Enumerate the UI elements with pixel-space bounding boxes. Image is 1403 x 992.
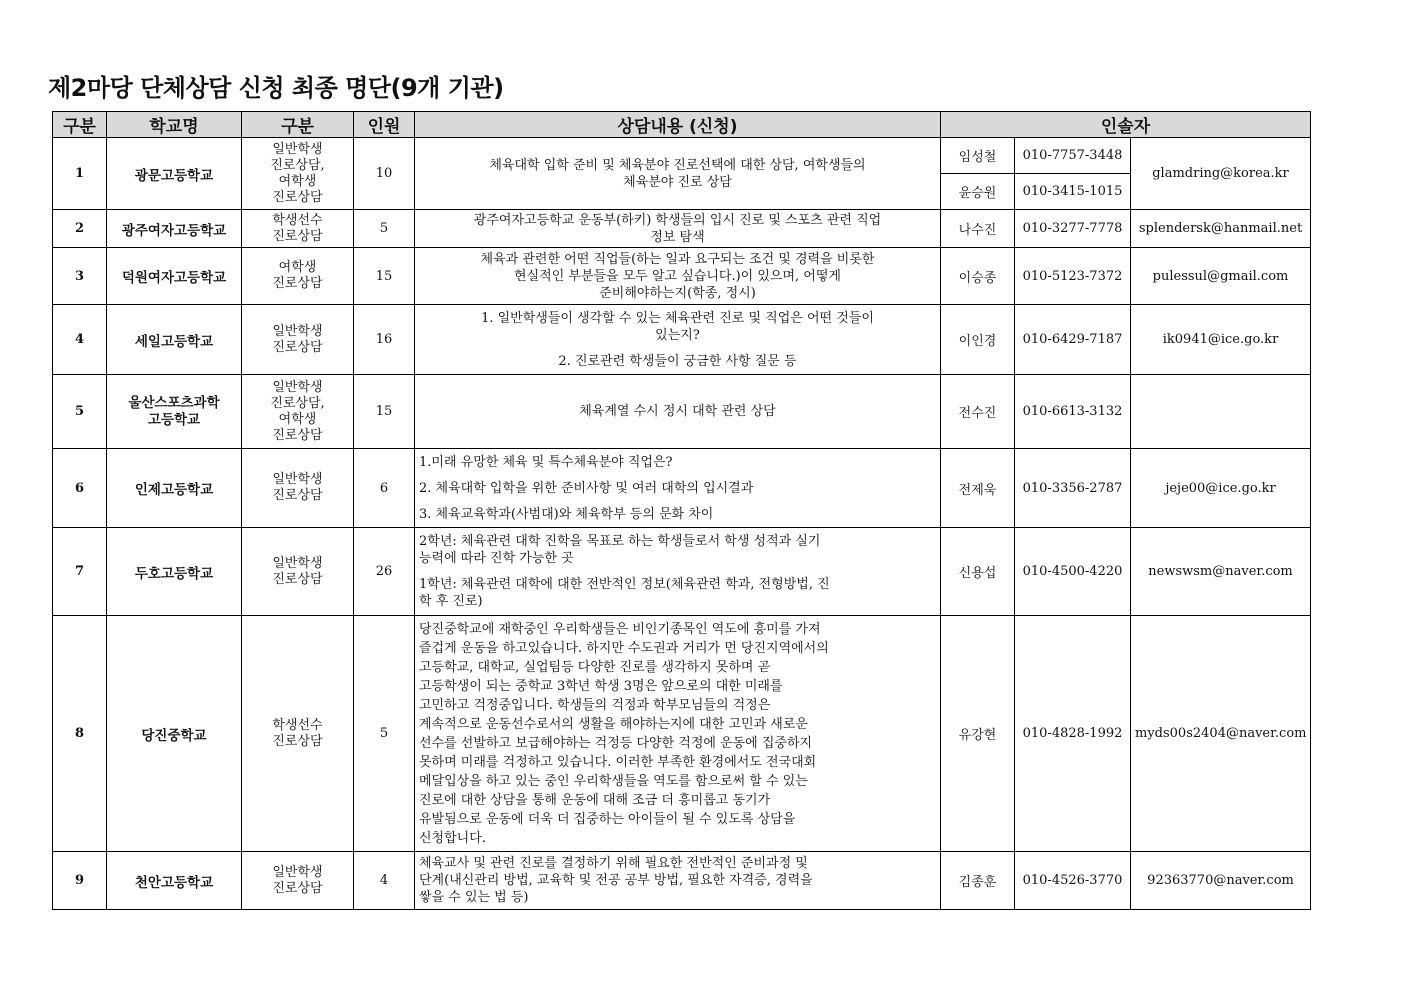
leader-phone: 010-5123-7372 [1015, 248, 1131, 305]
leader-name: 유강현 [941, 616, 1015, 852]
leader-phone: 010-7757-3448 [1015, 138, 1131, 174]
header-no: 구분 [53, 112, 107, 138]
student-count: 5 [354, 616, 415, 852]
school-name: 광주여자고등학교 [107, 210, 242, 248]
leader-email [1131, 375, 1311, 449]
leader-name: 전제욱 [941, 449, 1015, 528]
school-name: 두호고등학교 [107, 528, 242, 616]
school-name: 천안고등학교 [107, 852, 242, 910]
header-leader: 인솔자 [941, 112, 1311, 138]
counsel-content: 광주여자고등학교 운동부(하키) 학생들의 입시 진로 및 스포츠 관련 직업 정보 탐색 [415, 210, 941, 248]
header-school: 학교명 [107, 112, 242, 138]
table-row [53, 248, 1311, 305]
table-row [53, 449, 1311, 528]
counsel-type: 일반학생 진로상담, 여학생 진로상담 [242, 375, 354, 449]
row-number: 2 [53, 210, 107, 248]
leader-phone: 010-6613-3132 [1015, 375, 1131, 449]
roster-table [52, 111, 1311, 910]
counsel-type: 일반학생 진로상담 [242, 528, 354, 616]
table-row [53, 138, 1311, 174]
leader-email: ik0941@ice.go.kr [1131, 305, 1311, 375]
student-count: 6 [354, 449, 415, 528]
leader-name: 나수진 [941, 210, 1015, 248]
student-count: 10 [354, 138, 415, 210]
leader-email: newswsm@naver.com [1131, 528, 1311, 616]
leader-phone: 010-3277-7778 [1015, 210, 1131, 248]
table-row [53, 616, 1311, 852]
row-number: 8 [53, 616, 107, 852]
school-name: 인제고등학교 [107, 449, 242, 528]
row-number: 1 [53, 138, 107, 210]
counsel-content: 체육과 관련한 어떤 직업들(하는 일과 요구되는 조건 및 경력을 비롯한 현실적인 부분들을 모두 알고 싶습니다.)이 있으며, 어떻게 준비해야하는지(학종, 정시) [415, 248, 941, 305]
student-count: 26 [354, 528, 415, 616]
student-count: 15 [354, 248, 415, 305]
row-number: 4 [53, 305, 107, 375]
leader-name: 이인경 [941, 305, 1015, 375]
row-number: 7 [53, 528, 107, 616]
leader-email: pulessul@gmail.com [1131, 248, 1311, 305]
header-content: 상담내용 (신청) [415, 112, 941, 138]
school-name: 당진중학교 [107, 616, 242, 852]
leader-phone: 010-4526-3770 [1015, 852, 1131, 910]
student-count: 4 [354, 852, 415, 910]
table-row [53, 305, 1311, 375]
row-number: 3 [53, 248, 107, 305]
leader-email: myds00s2404@naver.com [1131, 616, 1311, 852]
page-title: 제2마당 단체상담 신청 최종 명단(9개 기관) [48, 74, 504, 102]
counsel-type: 학생선수 진로상담 [242, 210, 354, 248]
counsel-content: 1.미래 유망한 체육 및 특수체육분야 직업은? 2. 체육대학 입학을 위한 준비사항 및 여러 대학의 입시결과 3. 체육교육학과(사범대)와 체육학부 등의 문화 차이 [415, 449, 941, 528]
row-number: 5 [53, 375, 107, 449]
leader-name: 윤승원 [941, 174, 1015, 210]
leader-name: 이승종 [941, 248, 1015, 305]
counsel-content: 당진중학교에 재학중인 우리학생들은 비인기종목인 역도에 흥미를 가져 즐겁게 운동을 하고있습니다. 하지만 수도권과 거리가 먼 당진지역에서의 고등학교, 대학교, 실업팀등 다양한 진로를 생각하지 못하며 곧 고등학생이 되는 중학교 3학년 학생 3명은 앞으로의 대한 미래를 고민하고 걱정중입니다. 학생들의 걱정과 학부모님들의 걱정은 계속적으로 운동선수로서의 생활을 해야하는지에 대한 고민과 새로운 선수를 선발하고 보급해야하는 걱정등 다양한 걱정에 운동에 집중하지 못하며 미래를 걱정하고 있습니다. 이러한 부족한 환경에서도 전국대회 메달입상을 하고 있는 중인 우리학생들을 역도를 함으로써 할 수 있는 진로에 대한 상담을 통해 운동에 대해 조금 더 흥미롭고 동기가 유발됨으로 운동에 더욱 더 집중하는 아이들이 될 수 있도록 상담을 신청합니다. [415, 616, 941, 852]
row-number: 6 [53, 449, 107, 528]
school-name: 광문고등학교 [107, 138, 242, 210]
leader-email: 92363770@naver.com [1131, 852, 1311, 910]
header-type: 구분 [242, 112, 354, 138]
counsel-content: 체육계열 수시 정시 대학 관련 상담 [415, 375, 941, 449]
table-row [53, 528, 1311, 616]
counsel-content: 체육교사 및 관련 진로를 결정하기 위해 필요한 전반적인 준비과정 및 단계(내신관리 방법, 교육학 및 전공 공부 방법, 필요한 자격증, 경력을 쌓을 수 있는 법 등) [415, 852, 941, 910]
counsel-content: 체육대학 입학 준비 및 체육분야 진로선택에 대한 상담, 여학생들의 체육분야 진로 상담 [415, 138, 941, 210]
leader-phone: 010-4828-1992 [1015, 616, 1131, 852]
student-count: 16 [354, 305, 415, 375]
leader-phone: 010-3415-1015 [1015, 174, 1131, 210]
leader-email: glamdring@korea.kr [1131, 138, 1311, 210]
table-row [53, 852, 1311, 910]
row-number: 9 [53, 852, 107, 910]
leader-phone: 010-4500-4220 [1015, 528, 1131, 616]
leader-name: 임성철 [941, 138, 1015, 174]
counsel-content: 1. 일반학생들이 생각할 수 있는 체육관련 진로 및 직업은 어떤 것들이 있는지? 2. 진로관련 학생들이 궁금한 사항 질문 등 [415, 305, 941, 375]
counsel-type: 일반학생 진로상담 [242, 449, 354, 528]
leader-email: splendersk@hanmail.net [1131, 210, 1311, 248]
counsel-type: 일반학생 진로상담, 여학생 진로상담 [242, 138, 354, 210]
school-name: 울산스포츠과학 고등학교 [107, 375, 242, 449]
header-count: 인원 [354, 112, 415, 138]
header-row [53, 112, 1311, 138]
school-name: 세일고등학교 [107, 305, 242, 375]
counsel-type: 일반학생 진로상담 [242, 852, 354, 910]
leader-name: 신용섭 [941, 528, 1015, 616]
counsel-content: 2학년: 체육관련 대학 진학을 목표로 하는 학생들로서 학생 성적과 실기 능력에 따라 진학 가능한 곳 1학년: 체육관련 대학에 대한 전반적인 정보(체육관련 학과, 전형방법, 진 학 후 진로) [415, 528, 941, 616]
counsel-type: 일반학생 진로상담 [242, 305, 354, 375]
student-count: 15 [354, 375, 415, 449]
leader-phone: 010-3356-2787 [1015, 449, 1131, 528]
table-row [53, 375, 1311, 449]
leader-name: 전수진 [941, 375, 1015, 449]
school-name: 덕원여자고등학교 [107, 248, 242, 305]
counsel-type: 여학생 진로상담 [242, 248, 354, 305]
leader-email: jeje00@ice.go.kr [1131, 449, 1311, 528]
student-count: 5 [354, 210, 415, 248]
leader-name: 김종훈 [941, 852, 1015, 910]
leader-phone: 010-6429-7187 [1015, 305, 1131, 375]
table-row [53, 210, 1311, 248]
counsel-type: 학생선수 진로상담 [242, 616, 354, 852]
